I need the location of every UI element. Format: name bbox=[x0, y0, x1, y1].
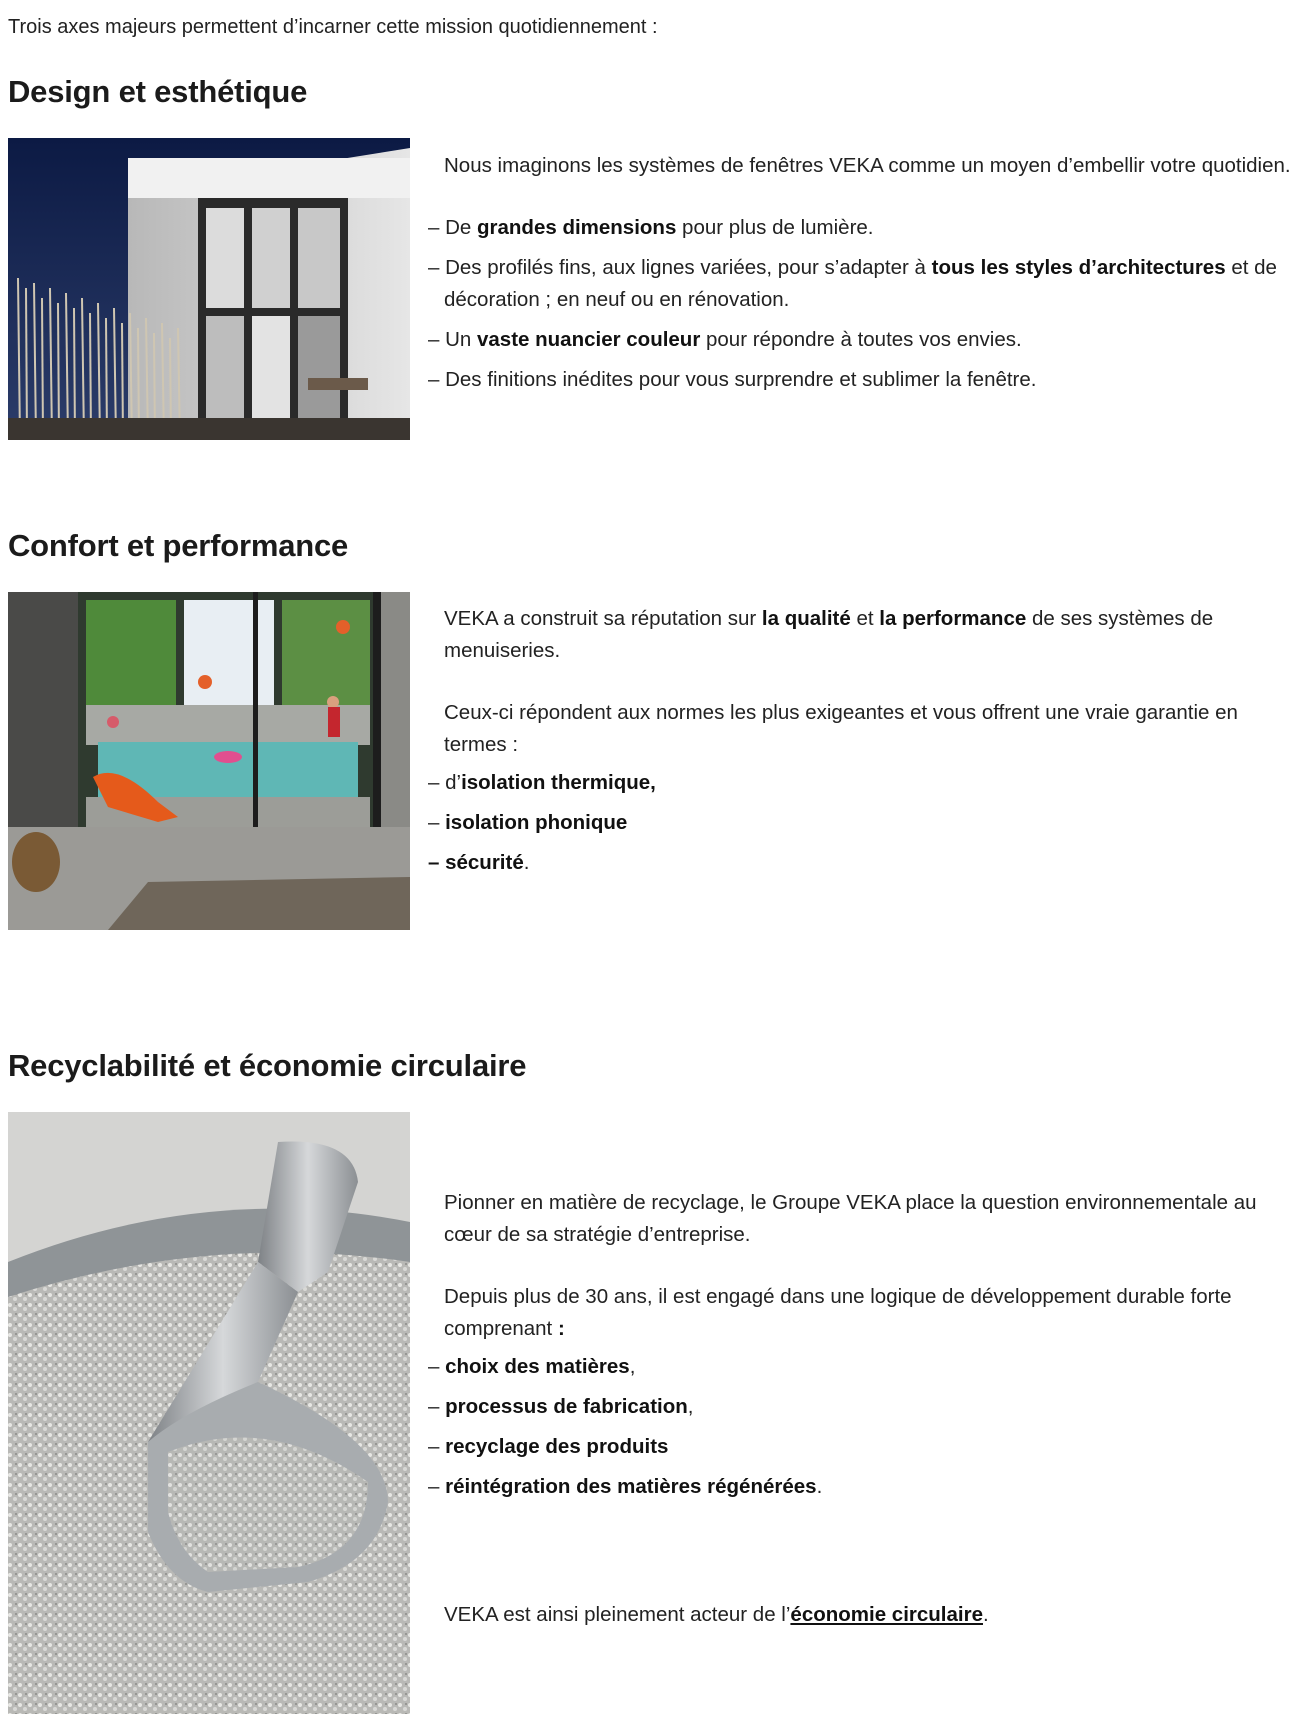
section-title-confort: Confort et performance bbox=[8, 528, 349, 563]
design-image bbox=[8, 138, 410, 440]
recyclage-paragraph-1: Pionner en matière de recyclage, le Groupe VEKA place la question environnementale au cœur de sa stratégie d’entreprise. bbox=[444, 1191, 1257, 1246]
recyclage-paragraph-2: Depuis plus de 30 ans, il est engagé dans une logique de développement durable forte comprenant : bbox=[444, 1285, 1232, 1340]
list-item: – Des profilés fins, aux lignes variées, pour s’adapter à tous les styles d’architectures et de décoration ; en neuf ou en rénovation. bbox=[428, 256, 1277, 311]
section-title-design: Design et esthétique bbox=[8, 74, 308, 109]
list-item: – Un vaste nuancier couleur pour répondre à toutes vos envies. bbox=[428, 328, 1022, 351]
recyclage-paragraph-3: VEKA est ainsi pleinement acteur de l’économie circulaire. bbox=[444, 1603, 989, 1626]
section-title-recyclabilite: Recyclabilité et économie circulaire bbox=[8, 1048, 527, 1083]
confort-paragraph-2: Ceux-ci répondent aux normes les plus exigeantes et vous offrent une vraie garantie en termes : bbox=[444, 701, 1238, 756]
list-item: – De grandes dimensions pour plus de lumière. bbox=[428, 216, 874, 239]
list-item: – choix des matières, bbox=[428, 1355, 636, 1378]
confort-image bbox=[8, 592, 410, 930]
list-item: – isolation phonique bbox=[428, 811, 628, 834]
recyclage-text bbox=[428, 1187, 1293, 1631]
list-item: – sécurité. bbox=[428, 851, 530, 874]
list-item: – d’isolation thermique, bbox=[428, 771, 656, 794]
intro-text: Trois axes majeurs permettent d’incarner cette mission quotidiennement : bbox=[8, 16, 658, 38]
list-item: – processus de fabrication, bbox=[428, 1395, 694, 1418]
list-item: – recyclage des produits bbox=[428, 1435, 669, 1458]
recyclage-image bbox=[8, 1112, 410, 1714]
economie-circulaire-link[interactable]: économie circulaire bbox=[790, 1603, 983, 1626]
confort-paragraph-1: VEKA a construit sa réputation sur la qualité et la performance de ses systèmes de menuiseries. bbox=[444, 607, 1214, 662]
design-text bbox=[428, 150, 1293, 404]
confort-text bbox=[428, 603, 1293, 887]
list-item: – Des finitions inédites pour vous surprendre et sublimer la fenêtre. bbox=[428, 368, 1037, 391]
design-paragraph: Nous imaginons les systèmes de fenêtres VEKA comme un moyen d’embellir votre quotidien. bbox=[444, 154, 1291, 177]
list-item: – réintégration des matières régénérées. bbox=[428, 1475, 823, 1498]
